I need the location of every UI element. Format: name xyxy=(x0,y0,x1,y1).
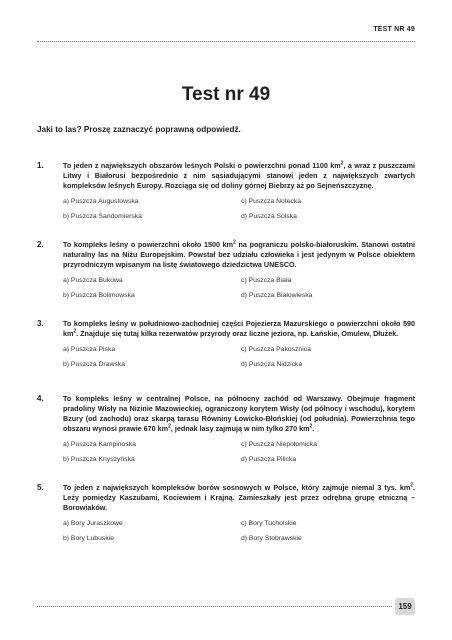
answer-option-c[interactable]: c) Puszcza Biała xyxy=(241,277,292,284)
page-number: 159 xyxy=(395,598,415,615)
answer-option-d[interactable]: d) Puszcza Pilicka xyxy=(241,456,297,463)
question-text: To kompleks leśny o powierzchni około 1500 $km^2$ na pograniczu polsko-białoruskim. Stanowi ostatni naturalny las na Niżu Europejskim. Powstał bez udziału człowieka i jest jedynym w Polsce obiektem przyrodniczym wpisanym na listę światowego dziedzictwa UNESCO. xyxy=(63,239,416,269)
answer-option-a[interactable]: a) Puszcza Piska xyxy=(63,346,116,353)
answer-option-d[interactable]: d) Bory Stobrawskie xyxy=(241,535,302,542)
question-4 xyxy=(37,394,415,468)
header-divider xyxy=(37,41,415,42)
answer-option-b[interactable]: b) Puszcza Knyszyńska xyxy=(63,456,135,463)
answer-options xyxy=(63,191,415,225)
instruction: Jaki to las? Proszę zaznaczyć poprawną odpowiedź. xyxy=(37,125,241,134)
question-number: 4. xyxy=(37,394,44,403)
answer-options xyxy=(63,434,415,468)
question-text: To kompleks leśny w południowo-zachodniej części Pojezierza Mazurskiego o powierzchni około 590 $km^2$. Znajduje się tutaj kilka rezerwatów przyrody oraz liczne jeziora, np. Łańskie, Omulew, Dłużek. xyxy=(63,319,415,338)
question-2 xyxy=(37,240,415,304)
answer-option-a[interactable]: a) Puszcza Augustowska xyxy=(63,198,139,205)
answer-options xyxy=(63,270,415,304)
answer-option-a[interactable]: a) Puszcza Bukowa xyxy=(63,277,123,284)
question-number: 2. xyxy=(37,240,44,249)
question-5 xyxy=(37,483,415,547)
question-number: 1. xyxy=(37,161,44,170)
question-3 xyxy=(37,319,415,373)
answer-option-a[interactable]: a) Bory Juraszkowe xyxy=(63,520,123,527)
answer-option-c[interactable]: c) Bory Tucholskie xyxy=(241,520,297,527)
answer-option-b[interactable]: b) Bory Lubuskie xyxy=(63,535,115,542)
answer-option-b[interactable]: b) Puszcza Drawska xyxy=(63,361,125,368)
question-text: To jeden z największych kompleksów borów sosnowych w Polsce, który zajmuje niemal 3 tys. $km^2$. Leży pomiędzy Kaszubami, Kociewiem i Krajną. Zamieszkały jest przez odrębną grupę etniczną – Borowiaków. xyxy=(63,482,415,512)
question-number: 5. xyxy=(37,483,44,492)
answer-option-c[interactable]: c) Puszcza Niepołomicka xyxy=(241,441,317,448)
answer-option-c[interactable]: c) Puszcza Pakosznica xyxy=(241,346,311,353)
answer-option-a[interactable]: a) Puszcza Kampinoska xyxy=(63,441,136,448)
footer-divider xyxy=(37,606,392,607)
page-title: Test nr 49 xyxy=(181,84,271,105)
question-1 xyxy=(37,161,415,225)
answer-option-d[interactable]: d) Puszcza Białowieska xyxy=(241,292,313,299)
running-header: TEST NR 49 xyxy=(373,26,415,33)
question-text: To jeden z największych obszarów leśnych Polski o powierzchni ponad 1100 $km^2$, a wraz z puszczami Litwy i Białorusi bezpośrednio z nim sąsiadującymi stanowi jeden z największych zwartych kompleksów leśnych Europy. Rozciąga się od doliny górnej Biebrzy aż po Sejneńszczyznę. xyxy=(63,160,416,190)
answer-option-d[interactable]: d) Puszcza Solska xyxy=(241,213,297,220)
question-number: 3. xyxy=(37,319,44,328)
answer-options xyxy=(63,513,415,547)
answer-option-b[interactable]: b) Puszcza Bolimowska xyxy=(63,292,135,299)
question-text: To kompleks leśny w centralnej Polsce, na północny zachód od Warszawy. Obejmuje fragment pradoliny Wisły na Nizinie Mazowieckiej, ograniczony korytem Wisły (od północy i wschodu), korytem Bzury (od zachodu) oraz skarpą tarasu Równiny Łowicko-Błońskiej (od południa). Powierzchnia tego obszaru wynosi prawie 670 $km^2$, jednak lasy zajmują w nim tylko 270 $km^2$. xyxy=(63,394,415,433)
answer-option-d[interactable]: d) Puszcza Nidzicka xyxy=(241,361,303,368)
answer-options xyxy=(63,339,415,373)
answer-option-c[interactable]: c) Puszcza Notecka xyxy=(241,198,302,205)
answer-option-b[interactable]: b) Puszcza Sandomierska xyxy=(63,213,142,220)
